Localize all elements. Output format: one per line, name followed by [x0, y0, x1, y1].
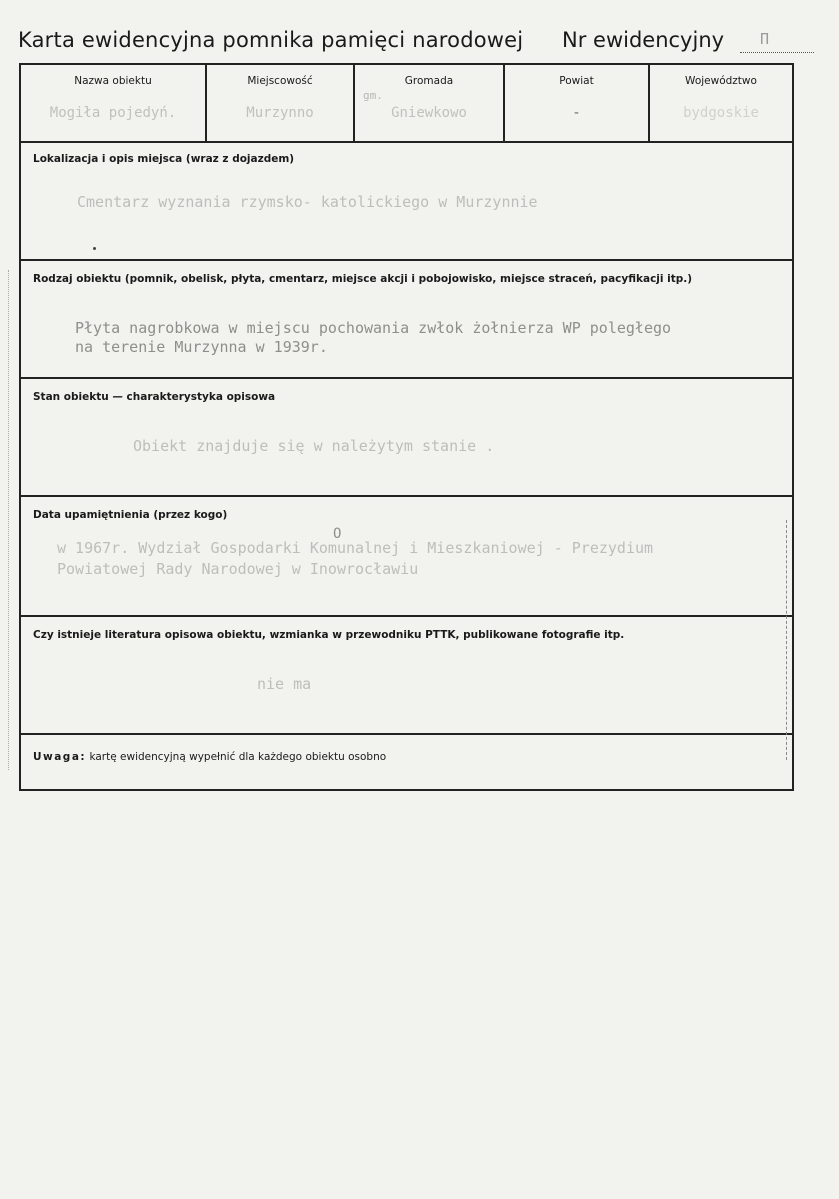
section-data-line2: Powiatowej Rady Narodowej w Inowrocławiu: [57, 560, 419, 578]
field-miejscowosc-value: Murzynno: [246, 105, 314, 121]
section-data-label: Data upamiętnienia (przez kogo): [33, 509, 228, 521]
uwaga-text: kartę ewidencyjną wypełnić dla każdego obiektu osobno: [89, 751, 387, 763]
section-stan-text: Obiekt znajduje się w należytym stanie .: [133, 437, 495, 455]
section-data-mark: O: [333, 526, 342, 542]
section-lokalizacja-label: Lokalizacja i opis miejsca (wraz z dojazdem): [33, 153, 295, 165]
section-data-line1: w 1967r. Wydział Gospodarki Komunalnej i Mieszkaniowej - Prezydium: [57, 539, 654, 557]
field-wojewodztwo-value: bydgoskie: [683, 105, 759, 121]
section-stan-label: Stan obiektu — charakterystyka opisowa: [33, 391, 276, 403]
header-row: [18, 28, 808, 58]
section-literatura-text: nie ma: [257, 675, 312, 693]
field-nazwa-value: Mogiła pojedyń.: [49, 105, 177, 121]
field-gromada: [355, 65, 505, 141]
section-uwaga-label: [33, 751, 386, 763]
ink-dot: [93, 247, 96, 250]
field-gromada-note: gm.: [363, 89, 383, 102]
section-uwaga: [21, 735, 792, 789]
section-literatura: [21, 617, 792, 735]
field-powiat-label: Powiat: [559, 75, 594, 87]
field-wojewodztwo-label: Województwo: [685, 75, 757, 87]
section-literatura-label: Czy istnieje literatura opisowa obiektu, wzmianka w przewodniku PTTK, publikowane fotografie itp.: [33, 629, 625, 641]
form-title: Karta ewidencyjna pomnika pamięci narodowej: [18, 28, 524, 52]
header-fields-row: [21, 65, 792, 143]
section-rodzaj: [21, 261, 792, 379]
nr-label: Nr ewidencyjny: [562, 28, 725, 52]
field-nazwa: [21, 65, 207, 141]
field-nazwa-label: Nazwa obiektu: [74, 75, 152, 87]
field-powiat-value: -: [572, 105, 581, 121]
section-lokalizacja: [21, 141, 792, 261]
margin-marks-left: [8, 270, 11, 770]
margin-marks-right: [786, 520, 790, 760]
section-rodzaj-line1: Płyta nagrobkowa w miejscu pochowania zwłok żołnierza WP poległego: [75, 319, 672, 337]
section-lokalizacja-text: Cmentarz wyznania rzymsko- katolickiego w Murzynnie: [77, 193, 538, 211]
uwaga-bold: Uwaga:: [33, 751, 87, 763]
section-stan: [21, 379, 792, 497]
section-rodzaj-line2: na terenie Murzynna w 1939r.: [75, 338, 328, 356]
nr-value: П: [760, 30, 770, 48]
field-gromada-value: Gniewkowo: [391, 105, 467, 121]
field-gromada-label: Gromada: [404, 75, 454, 87]
field-miejscowosc: [207, 65, 355, 141]
field-miejscowosc-label: Miejscowość: [247, 75, 313, 87]
field-powiat: [505, 65, 650, 141]
field-wojewodztwo: [650, 65, 792, 141]
section-data: [21, 497, 792, 617]
record-form: [19, 63, 794, 791]
section-rodzaj-label: Rodzaj obiektu (pomnik, obelisk, płyta, cmentarz, miejsce akcji i pobojowisko, miejsce straceń, pacyfikacji itp.): [33, 273, 693, 285]
nr-underline: [740, 52, 814, 53]
